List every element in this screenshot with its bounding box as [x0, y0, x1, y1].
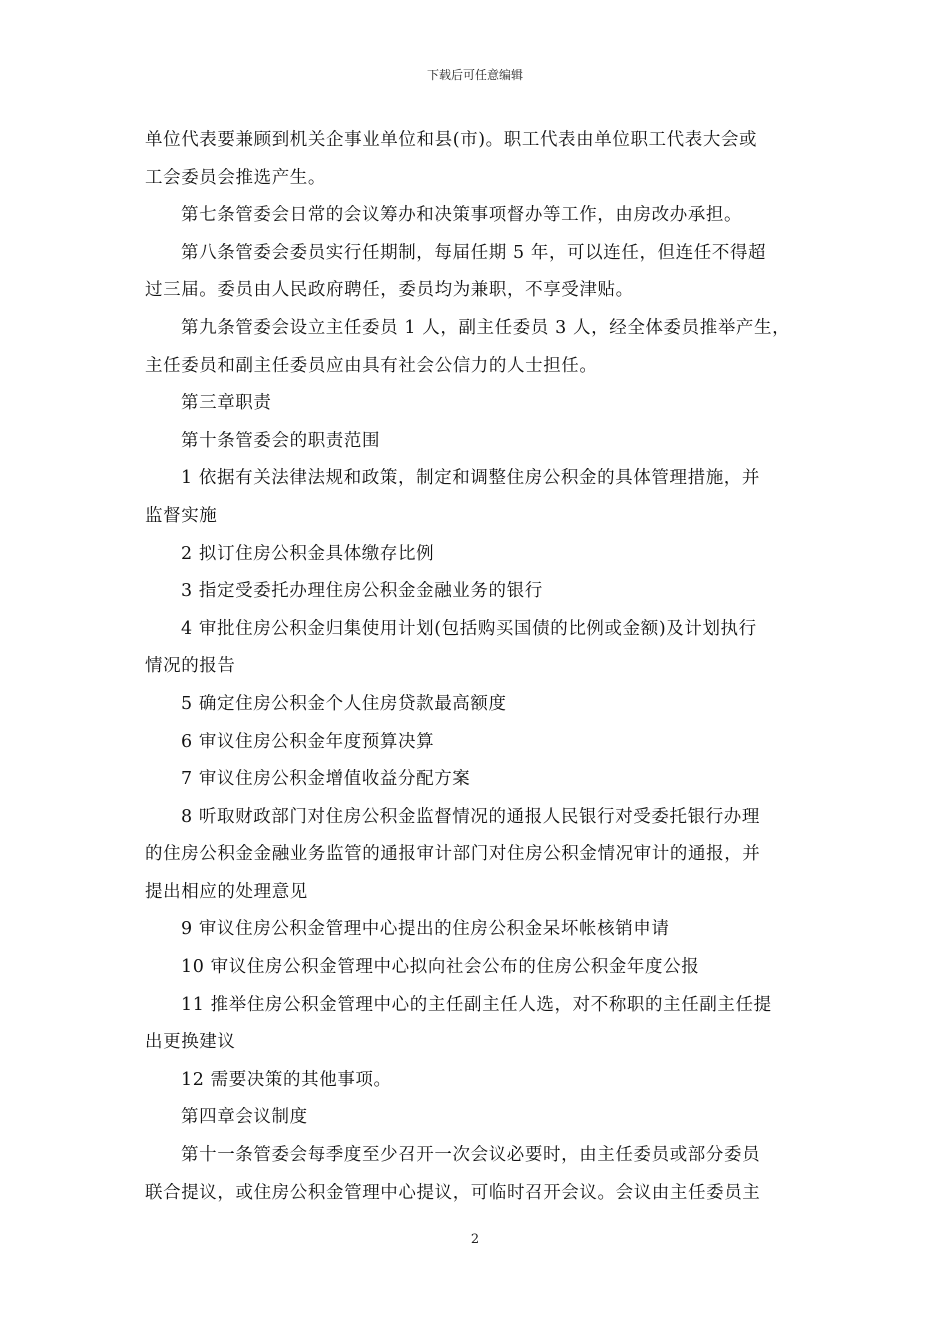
text-line: 第十一条管委会每季度至少召开一次会议必要时，由主任委员或部分委员 [181, 1145, 761, 1166]
text-line: 2 拟订住房公积金具体缴存比例 [181, 543, 435, 564]
text-line: 4 审批住房公积金归集使用计划(包括购买国债的比例或金额)及计划执行 [181, 618, 757, 639]
text-line: 提出相应的处理意见 [145, 881, 308, 902]
text-line: 工会委员会推选产生。 [145, 167, 326, 188]
text-line: 第四章会议制度 [181, 1107, 308, 1128]
text-line: 1 依据有关法律法规和政策，制定和调整住房公积金的具体管理措施，并 [181, 468, 760, 489]
page-number: 2 [470, 1232, 480, 1247]
text-line: 第十条管委会的职责范围 [181, 430, 381, 451]
text-line: 第三章职责 [181, 393, 272, 414]
text-line: 联合提议，或住房公积金管理中心提议，可临时召开会议。会议由主任委员主 [145, 1182, 761, 1203]
text-line: 情况的报告 [145, 656, 236, 677]
text-line: 3 指定受委托办理住房公积金金融业务的银行 [181, 581, 543, 602]
text-line: 6 审议住房公积金年度预算决算 [181, 731, 435, 752]
text-line: 主任委员和副主任委员应由具有社会公信力的人士担任。 [145, 355, 598, 376]
page-header: 下载后可任意编辑 [426, 68, 523, 82]
text-line: 10 审议住房公积金管理中心拟向社会公布的住房公积金年度公报 [181, 957, 700, 978]
text-line: 8 听取财政部门对住房公积金监督情况的通报人民银行对受委托银行办理 [181, 806, 760, 827]
text-line: 7 审议住房公积金增值收益分配方案 [181, 769, 471, 790]
text-line: 12 需要决策的其他事项。 [181, 1069, 392, 1090]
text-line: 出更换建议 [145, 1032, 236, 1053]
document-body [145, 122, 809, 1212]
text-line: 9 审议住房公积金管理中心提出的住房公积金呆坏帐核销申请 [181, 919, 670, 940]
text-line: 第八条管委会委员实行任期制，每届任期 5 年，可以连任，但连任不得超 [181, 242, 767, 263]
text-line: 第七条管委会日常的会议筹办和决策事项督办等工作，由房改办承担。 [181, 205, 743, 226]
text-line: 单位代表要兼顾到机关企事业单位和县(市)。职工代表由单位职工代表大会或 [145, 130, 758, 150]
text-line: 第九条管委会设立主任委员 1 人，副主任委员 3 人，经全体委员推举产生， [181, 317, 791, 338]
text-line: 过三届。委员由人民政府聘任，委员均为兼职，不享受津贴。 [145, 280, 634, 301]
text-line: 的住房公积金金融业务监管的通报审计部门对住房公积金情况审计的通报，并 [145, 844, 761, 865]
text-line: 5 确定住房公积金个人住房贷款最高额度 [181, 693, 507, 714]
text-line: 监督实施 [145, 505, 218, 526]
text-line: 11 推举住房公积金管理中心的主任副主任人选，对不称职的主任副主任提 [181, 994, 772, 1015]
